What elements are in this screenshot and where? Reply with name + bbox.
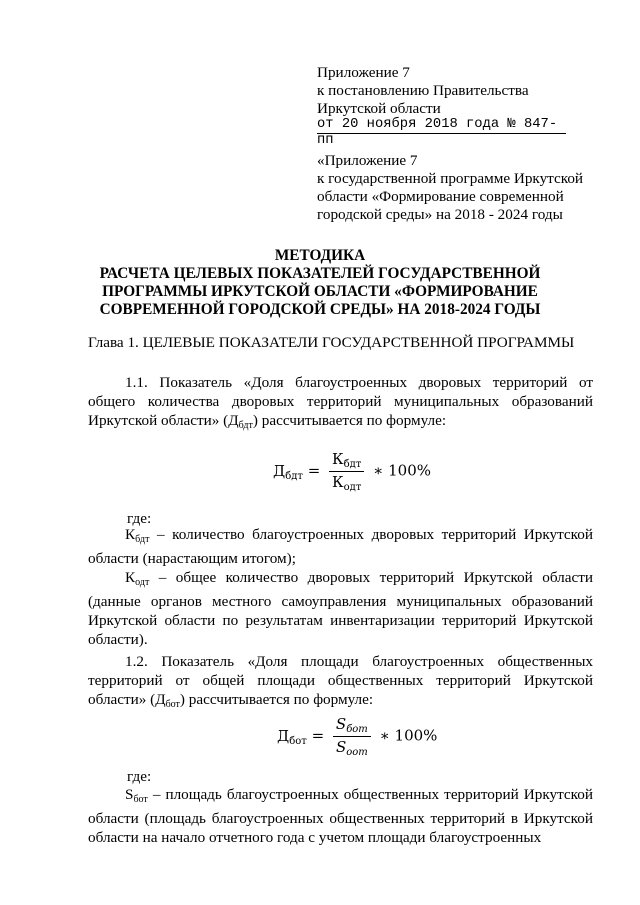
appendix-line: к постановлению Правительства	[317, 82, 529, 99]
program-appendix-line: городской среды» на 2018 - 2024 годы	[317, 206, 563, 223]
definitions-2	[88, 785, 593, 847]
where-label-2: где:	[127, 768, 152, 785]
formula1-numerator: $К_{бдт}$	[329, 450, 364, 472]
def-k-odt: $К_{одт}$ – общее количество дворовых территорий Иркутской области (данные органов местного самоуправления муниципальных образований Иркутской области по результатам инвентаризации территорий Иркутской области).	[88, 569, 593, 648]
program-appendix-line: к государственной программе Иркутской	[317, 170, 584, 187]
program-appendix-header	[317, 152, 583, 224]
p11-text-after: ) рассчитывается по формуле:	[252, 412, 447, 429]
title-line: МЕТОДИКА	[274, 247, 366, 264]
formula2-tail: ∗ 100%	[379, 726, 438, 745]
appendix-line: Приложение 7	[317, 64, 410, 81]
definitions-1	[88, 525, 593, 649]
formula1-fraction	[329, 450, 364, 493]
document-title	[0, 247, 640, 319]
formula1-lhs: $Д_{бдт}$	[273, 461, 303, 482]
program-appendix-line: «Приложение 7	[317, 152, 418, 169]
formula2-fraction	[333, 715, 371, 758]
p11-text: 1.1. Показатель «Доля благоустроенных дворовых территорий от общего количества дворовых территорий муниципальных образований Иркутской области» (Д	[88, 374, 593, 429]
title-line: СОВРЕМЕННОЙ ГОРОДСКОЙ СРЕДЫ» НА 2018-2024 ГОДЫ	[99, 301, 541, 318]
appendix-header	[317, 64, 529, 118]
decree-date: от 20 ноября 2018 года № 847-пп	[317, 117, 566, 134]
formula2-numerator: $S_{бот}$	[333, 715, 371, 737]
p12-text-after: ) рассчитывается по формуле:	[179, 691, 374, 708]
chapter-heading: Глава 1. ЦЕЛЕВЫЕ ПОКАЗАТЕЛИ ГОСУДАРСТВЕННОЙ ПРОГРАММЫ	[88, 334, 575, 351]
appendix-line: Иркутской области	[317, 100, 441, 117]
p11-sub: бдт	[238, 420, 253, 431]
where-label-1: где:	[127, 510, 152, 527]
p12-sub: бот	[165, 699, 180, 710]
formula1-denominator: $К_{одт}$	[332, 473, 362, 493]
formula-1: $Д_{бдт}$ = $\frac{К_{бдт}}{К_{одт}}$ ∗ 100%	[273, 450, 432, 493]
title-line: ПРОГРАММЫ ИРКУТСКОЙ ОБЛАСТИ «ФОРМИРОВАНИЕ	[102, 283, 538, 300]
formula-2: $Д_{бот}$ = $\frac{S_{бот}}{S_{оот}}$ ∗ 100%	[277, 715, 438, 758]
def-s-bot: $S_{бот}$ – площадь благоустроенных общественных территорий Иркутской области (площадь благоустроенных общественных территорий в Иркутской области на начало отчетного года с учетом площади благоустроенных	[88, 786, 593, 846]
def-k-bdt: $К_{бдт}$ – количество благоустроенных дворовых территорий Иркутской области (нарастающим итогом);	[88, 526, 593, 567]
formula2-lhs: $Д_{бот}$	[277, 726, 307, 747]
program-appendix-line: области «Формирование современной	[317, 188, 564, 205]
title-line: РАСЧЕТА ЦЕЛЕВЫХ ПОКАЗАТЕЛЕЙ ГОСУДАРСТВЕННОЙ	[99, 265, 541, 282]
formula2-denominator: $S_{оот}$	[335, 738, 368, 758]
p12-text: 1.2. Показатель «Доля площади благоустроенных общественных территорий от общей площади общественных территорий Иркутской области» (Д	[88, 653, 593, 708]
paragraph-1-2	[88, 652, 593, 714]
paragraph-1-1	[88, 373, 593, 435]
formula1-tail: ∗ 100%	[373, 461, 432, 480]
